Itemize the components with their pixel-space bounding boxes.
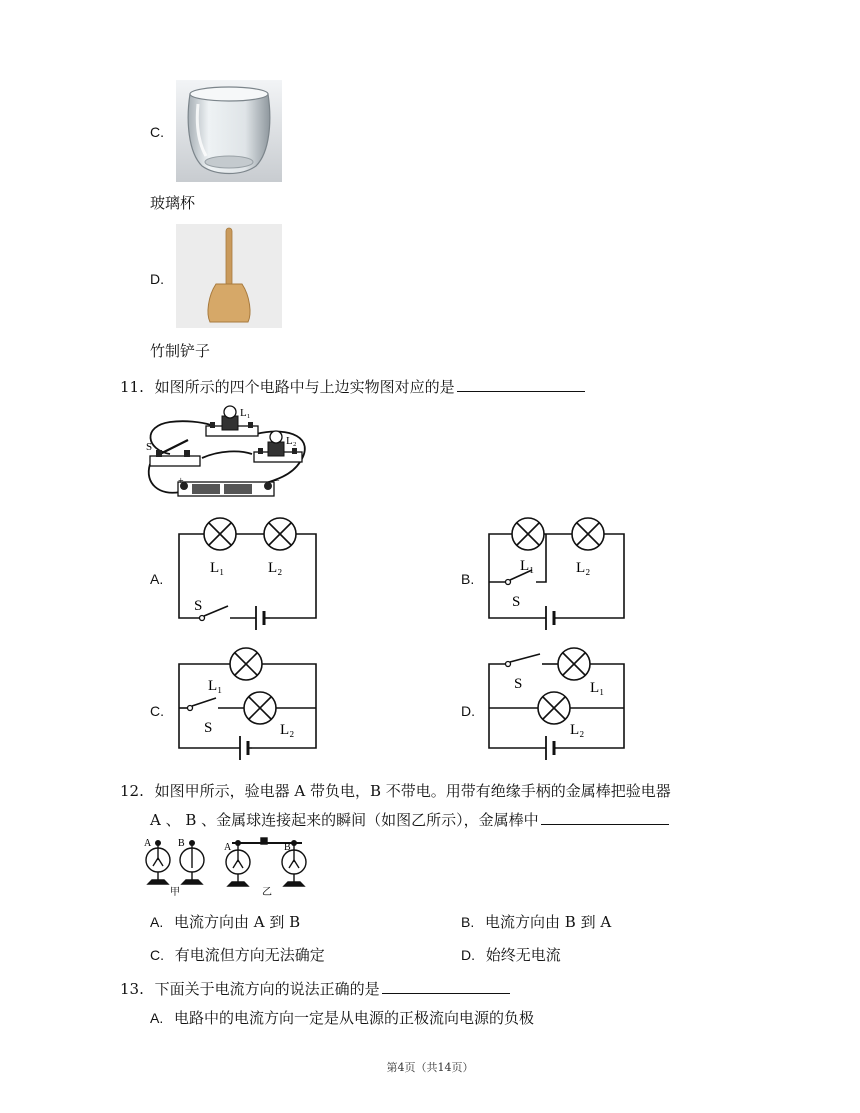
circuit-d-label-s: S [514, 676, 523, 692]
option-text: 电流方向由 A 到 B [174, 913, 301, 931]
fig-label-yi: 乙 [262, 887, 272, 896]
circuit-a-label-l1: L₁ [210, 560, 225, 576]
photo-label-l1: L₁ [240, 407, 251, 419]
svg-text:−: − [274, 476, 280, 487]
fig-label-b: B [178, 838, 185, 849]
electroscope-figure [140, 834, 312, 896]
circuit-option-b-label: B. [461, 571, 475, 587]
fig-label-jia: 甲 [170, 887, 180, 896]
option-text: 电流方向由 B 到 A [485, 913, 612, 931]
circuit-option-d-label: D. [461, 703, 475, 719]
circuit-d-label-l2: L₂ [570, 722, 585, 738]
option-text: 电路中的电流方向一定是从电源的正极流向电源的负极 [174, 1009, 535, 1027]
page-footer: 第4页（共14页） [386, 1061, 474, 1074]
option-d-label: D. [150, 271, 164, 287]
circuit-b-label-l2: L₂ [576, 560, 591, 576]
q13-option-a[interactable] [150, 1008, 534, 1028]
option-text: 始终无电流 [485, 946, 561, 964]
option-label: D. [461, 947, 475, 963]
question-11 [120, 377, 585, 397]
q12-option-b[interactable] [461, 912, 611, 932]
option-label: C. [150, 947, 164, 963]
q12-option-a[interactable] [150, 912, 300, 932]
answer-blank [457, 377, 585, 392]
option-text: 有电流但方向无法确定 [174, 946, 325, 964]
answer-blank [382, 979, 510, 994]
question-stem-line2: A 、 B 、金属球连接起来的瞬间（如图乙所示），金属棒中 [150, 811, 539, 829]
fig-label-a2: A [224, 842, 232, 853]
circuit-c-diagram [170, 646, 322, 762]
question-number: 13. [120, 980, 144, 998]
question-number: 11. [120, 378, 144, 396]
bamboo-spatula-photo [176, 224, 282, 328]
question-number: 12. [120, 782, 144, 800]
option-label: A. [150, 1010, 164, 1026]
circuit-a-label-l2: L₂ [268, 560, 283, 576]
answer-blank [541, 810, 669, 825]
circuit-option-c-label: C. [150, 703, 164, 719]
question-stem: 下面关于电流方向的说法正确的是 [154, 980, 380, 998]
question-13 [120, 979, 510, 999]
circuit-d-label-l1: L₁ [590, 680, 605, 696]
option-c-label: C. [150, 124, 164, 140]
q12-option-c[interactable] [150, 945, 325, 965]
circuit-b-diagram [482, 514, 634, 638]
photo-label-s: S [146, 441, 153, 453]
q12-option-d[interactable] [461, 945, 561, 965]
circuit-a-diagram [170, 514, 322, 638]
option-label: B. [461, 914, 475, 930]
option-c-caption: 玻璃杯 [150, 194, 196, 212]
question-stem-line1: 如图甲所示，验电器 A 带负电，B 不带电。用带有绝缘手柄的金属棒把验电器 [154, 782, 671, 800]
fig-label-b2: B [284, 842, 291, 853]
circuit-c-label-l2: L₂ [280, 722, 295, 738]
circuit-b-label-s: S [512, 594, 521, 610]
circuit-a-label-s: S [194, 598, 203, 614]
fig-label-a: A [144, 838, 152, 849]
photo-label-l2: L₂ [286, 435, 297, 447]
question-stem: 如图所示的四个电路中与上边实物图对应的是 [154, 378, 455, 396]
option-d-caption: 竹制铲子 [150, 342, 211, 360]
circuit-option-a-label: A. [150, 571, 164, 587]
circuit-c-label-s: S [204, 720, 213, 736]
question-12-line1 [120, 781, 671, 801]
circuit-d-diagram [482, 646, 634, 762]
glass-cup-photo [176, 80, 282, 182]
option-label: A. [150, 914, 164, 930]
circuit-b-label-l1: L₁ [520, 558, 535, 574]
circuit-c-label-l1: L₁ [208, 678, 223, 694]
svg-text:+: + [178, 476, 184, 487]
physical-circuit-figure [140, 404, 312, 508]
question-12-line2 [150, 810, 669, 830]
